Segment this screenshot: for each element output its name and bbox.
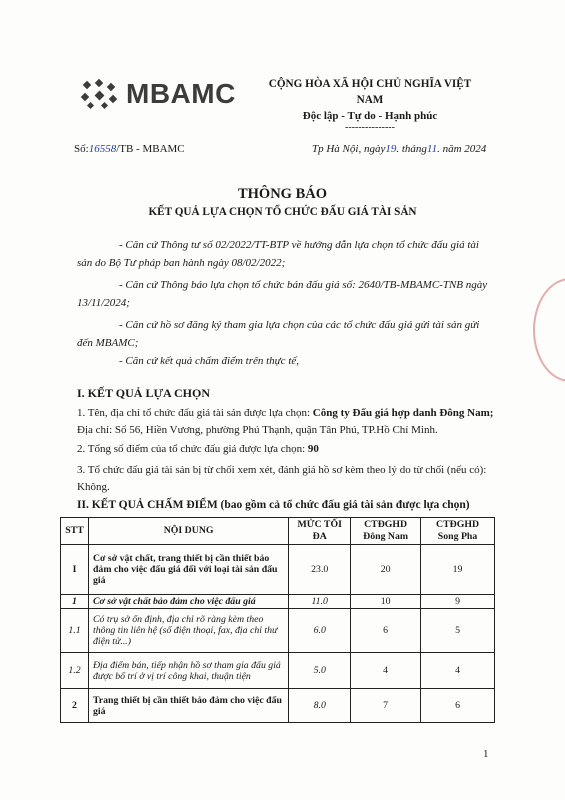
citation-1: - Căn cứ Thông tư số 02/2022/TT-BTP về hướng dẫn lựa chọn tổ chức đấu giá tài sản do Bộ Tư pháp ban hành ngày 08/02/2022; [77, 239, 479, 269]
row-max: 6.0 [289, 609, 351, 653]
month-label: . tháng [396, 143, 427, 155]
row-score-dongnam: 6 [351, 609, 421, 653]
row-stt: 1.1 [61, 609, 89, 653]
doc-no-suffix: /TB - MBAMC [116, 143, 185, 155]
item2-prefix: 2. Tổng số điểm của tổ chức đấu giá được lựa chọn: [77, 443, 308, 455]
row-score-dongnam: 4 [351, 653, 421, 689]
row-max: 11.0 [289, 595, 351, 609]
table-row [61, 689, 495, 723]
row-content: Địa điểm bán, tiếp nhận hồ sơ tham gia đấu giá được bố trí ở vị trí công khai, thuận tiện [88, 653, 288, 689]
date-day: 19 [385, 143, 397, 155]
date-month: 11 [426, 143, 438, 155]
row-content: Có trụ sở ổn định, địa chỉ rõ ràng kèm theo thông tin liên hệ (số điện thoại, fax, địa chỉ thư điện tử...) [88, 609, 288, 653]
page-number: 1 [483, 748, 489, 760]
header-divider: --------------- [345, 122, 395, 133]
section-1-item-3: 3. Tổ chức đấu giá tài sản bị từ chối xem xét, đánh giá hồ sơ kèm theo lý do từ chối (nếu có): Không. [77, 464, 487, 493]
selected-org-name: Công ty Đấu giá hợp danh Đông Nam; [312, 407, 494, 419]
row-score-songpha: 5 [421, 609, 495, 653]
date-year: . năm 2024 [437, 143, 487, 155]
place-date [312, 143, 486, 155]
row-score-songpha: 6 [421, 689, 495, 723]
table-row [61, 653, 495, 689]
red-seal-stamp [533, 278, 565, 382]
row-score-dongnam: 20 [351, 545, 421, 595]
citation-4: - Căn cứ kết quả chấm điểm trên thực tế, [119, 355, 300, 367]
selected-org-address: Địa chỉ: Số 56, Hiền Vương, phường Phú Thạnh, quận Tân Phú, TP.Hồ Chí Minh. [77, 424, 438, 436]
doc-no-prefix: Số: [74, 143, 89, 155]
section-1-item-1 [77, 405, 495, 439]
doc-no-handwritten: 16558 [88, 143, 117, 155]
total-score: 90 [307, 443, 319, 455]
col-dongnam: CTĐGHD Đông Nam [351, 518, 421, 545]
row-stt: 1.2 [61, 653, 89, 689]
logo-star-icon [80, 78, 120, 110]
row-max: 23.0 [289, 545, 351, 595]
row-max: 8.0 [289, 689, 351, 723]
table-row [61, 609, 495, 653]
row-content: Cơ sở vật chất, trang thiết bị cần thiết bảo đảm cho việc đấu giá đối với loại tài sản đấu giá [88, 545, 288, 595]
table-row [61, 595, 495, 609]
document-subtitle: KẾT QUẢ LỰA CHỌN TỔ CHỨC ĐẤU GIÁ TÀI SẢN [148, 206, 417, 218]
row-stt: I [61, 545, 89, 595]
row-score-songpha: 9 [421, 595, 495, 609]
document-number [74, 143, 185, 155]
row-score-dongnam: 7 [351, 689, 421, 723]
row-score-songpha: 19 [421, 545, 495, 595]
section-1-item-2 [77, 441, 495, 458]
logo-text: MBAMC [126, 78, 236, 109]
col-content: NỘI DUNG [88, 518, 288, 545]
national-header [255, 76, 485, 132]
nation-name: CỘNG HÒA XÃ HỘI CHỦ NGHĨA VIỆT NAM [268, 78, 472, 106]
row-score-songpha: 4 [421, 653, 495, 689]
row-content: Trang thiết bị cần thiết bảo đảm cho việc đấu giá [88, 689, 288, 723]
score-table [60, 517, 495, 723]
row-stt: 1 [61, 595, 89, 609]
col-songpha: CTĐGHD Song Pha [421, 518, 495, 545]
col-max: MỨC TỐI ĐA [289, 518, 351, 545]
citation-2: - Căn cứ Thông báo lựa chọn tổ chức bán đấu giá số: 2640/TB-MBAMC-TNB ngày 13/11/2024; [77, 279, 488, 309]
row-stt: 2 [61, 689, 89, 723]
table-header-row [61, 518, 495, 545]
row-score-dongnam: 10 [351, 595, 421, 609]
col-stt: STT [61, 518, 89, 545]
row-max: 5.0 [289, 653, 351, 689]
section-2-heading: II. KẾT QUẢ CHẤM ĐIỂM (bao gồm cả tổ chức đấu giá tài sản được lựa chọn) [77, 499, 470, 511]
nation-motto: Độc lập - Tự do - Hạnh phúc [302, 110, 438, 122]
table-row [61, 545, 495, 595]
row-content: Cơ sở vật chất bảo đảm cho việc đấu giá [88, 595, 288, 609]
company-logo [80, 78, 236, 110]
place-prefix: Tp Hà Nội, ngày [312, 143, 386, 155]
section-1-heading: I. KẾT QUẢ LỰA CHỌN [77, 386, 211, 400]
citation-3: - Căn cứ hồ sơ đăng ký tham gia lựa chọn của các tổ chức đấu giá gửi tài sản gửi đến MBAMC; [77, 319, 480, 349]
document-title: THÔNG BÁO [237, 186, 328, 202]
item1-prefix: 1. Tên, địa chỉ tổ chức đấu giá tài sản được lựa chọn: [77, 407, 313, 419]
